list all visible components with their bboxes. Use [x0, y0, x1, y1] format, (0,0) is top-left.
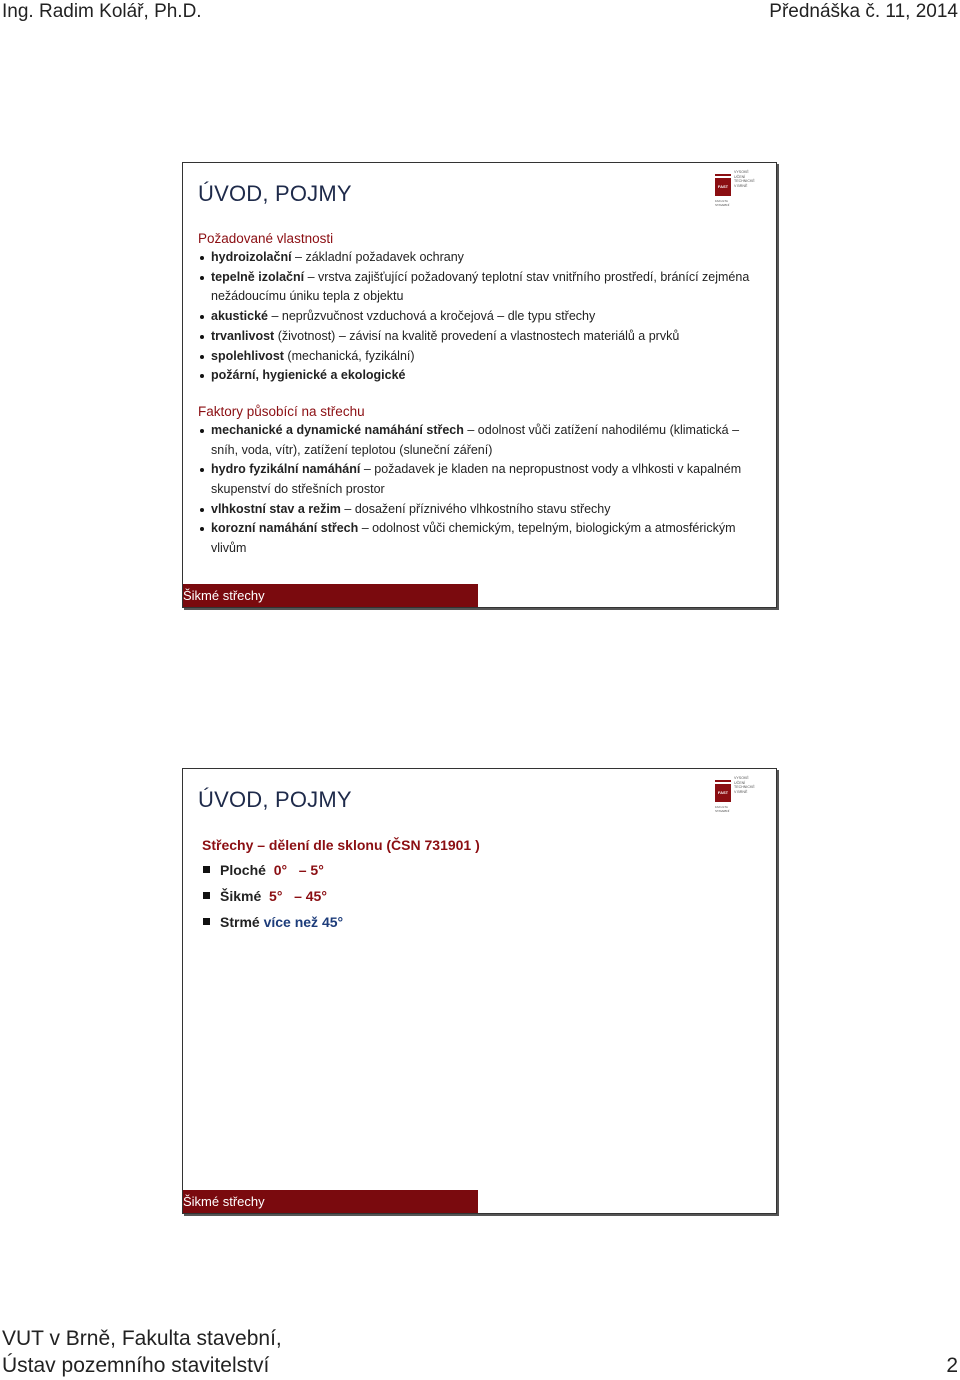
author-name: Ing. Radim Kolář, Ph.D. — [2, 1, 202, 22]
list-item: trvanlivost (životnost) – závisí na kvalitě provedení a vlastnostech materiálů a prvků — [198, 327, 763, 347]
slide-title: ÚVOD, POJMY — [198, 181, 352, 206]
list-item: Strmé více než 45° — [202, 909, 742, 935]
section-heading: Požadované vlastnosti — [198, 231, 334, 246]
list-item: korozní namáhání střech – odolnost vůči chemickým, tepelným, biologickým a atmosférickým vlivům — [198, 519, 763, 558]
list-item: hydroizolační – základní požadavek ochrany — [198, 248, 763, 268]
section-heading: Faktory působící na střechu — [198, 403, 365, 419]
fast-logo: FAST FAKULTA STAVEBNÍ VYSOKÉ UČENÍ TECHNICKÉ V BRNĚ — [715, 170, 755, 207]
list-item: vlhkostní stav a režim – dosažení příznivého vlhkostního stavu střechy — [198, 500, 763, 520]
slide-body — [198, 229, 763, 559]
slide-body — [202, 833, 742, 935]
list-item: spolehlivost (mechanická, fyzikální) — [198, 347, 763, 367]
fast-logo: FAST FAKULTA STAVEBNÍ VYSOKÉ UČENÍ TECHNICKÉ V BRNĚ — [715, 776, 755, 813]
list-item: hydro fyzikální namáhání – požadavek je kladen na nepropustnost vody a vlhkosti v kapalném skupenství do střešních prostor — [198, 460, 763, 499]
section-heading: Střechy – dělení dle sklonu (ČSN 731901 ) — [202, 837, 480, 853]
page-number: 2 — [946, 1354, 958, 1377]
list-item: tepelně izolační – vrstva zajišťující požadovaný teplotní stav vnitřního prostředí, bránící zejména nežádoucímu úniku tepla z objektu — [198, 268, 763, 307]
list-item: mechanické a dynamické namáhání střech – odolnost vůči zatížení nahodilému (klimatická – sníh, voda, vítr), zatížení teplotou (sluneční záření) — [198, 421, 763, 460]
list-item: požární, hygienické a ekologické — [198, 366, 763, 386]
slide-1 — [182, 162, 777, 608]
slide-title: ÚVOD, POJMY — [198, 787, 352, 812]
slide-2 — [182, 768, 777, 1214]
institution-line-2: Ústav pozemního stavitelství — [2, 1354, 270, 1377]
slide-footer-bar: Šikmé střechy — [183, 584, 478, 607]
list-item: Šikmé 5° – 45° — [202, 883, 742, 909]
page-header — [0, 0, 960, 26]
slide-footer-bar: Šikmé střechy — [183, 1190, 478, 1213]
lecture-label: Přednáška č. 11, 2014 — [769, 1, 958, 22]
page-footer — [0, 1327, 960, 1380]
list-item: akustické – neprůzvučnost vzduchová a kročejová – dle typu střechy — [198, 307, 763, 327]
list-item: Ploché 0° – 5° — [202, 857, 742, 883]
institution-line-1: VUT v Brně, Fakulta stavební, — [2, 1327, 282, 1350]
